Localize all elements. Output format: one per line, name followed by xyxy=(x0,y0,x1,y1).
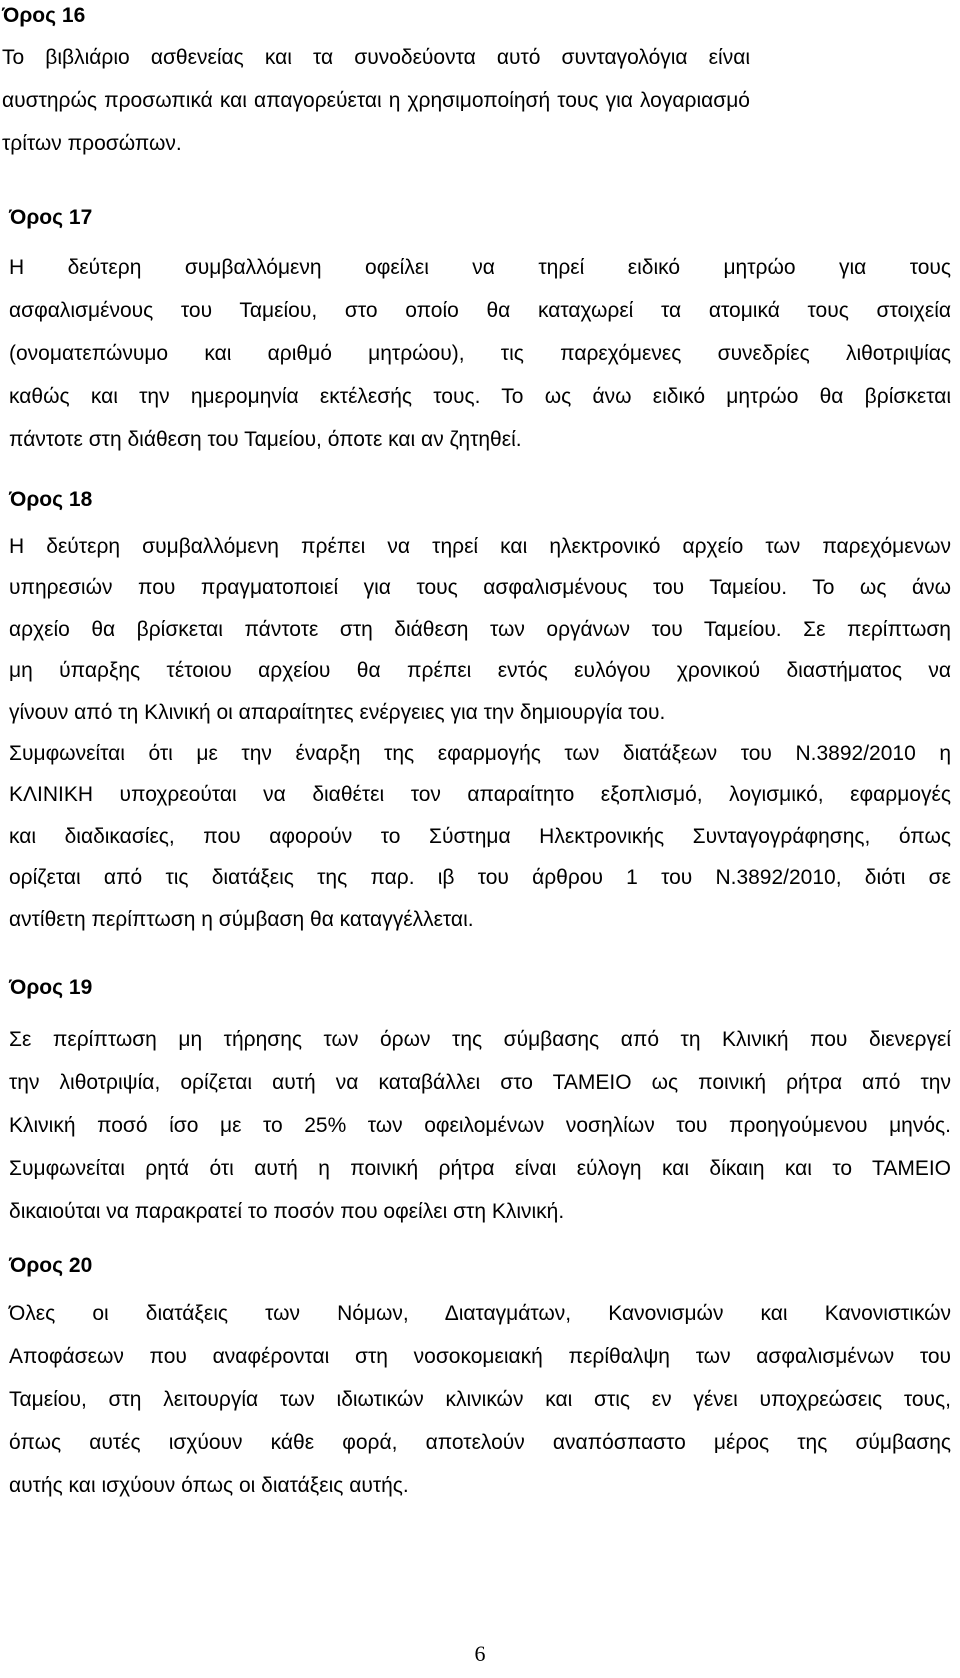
term-20-line-4: όπως αυτές ισχύουν κάθε φορά, αποτελούν αναπόσπαστο μέρος της σύμβασης xyxy=(9,1431,951,1454)
term-19-line-3: Κλινική ποσό ίσο με το 25% των οφειλομένων νοσηλίων του προηγούμενου μηνός. xyxy=(9,1114,951,1137)
term-18-line-6: Συμφωνείται ότι με την έναρξη της εφαρμογής των διατάξεων του Ν.3892/2010 η xyxy=(9,742,951,766)
term-18-heading: Όρος 18 xyxy=(9,488,93,511)
term-19-line-1: Σε περίπτωση μη τήρησης των όρων της σύμβασης από τη Κλινική που διενεργεί xyxy=(9,1028,951,1051)
term-17-section xyxy=(9,204,951,461)
term-19-heading: Όρος 19 xyxy=(9,976,93,999)
term-19-line-2: την λιθοτριψία, ορίζεται αυτή να καταβάλλει στο ΤΑΜΕΙΟ ως ποινική ρήτρα από την xyxy=(9,1071,951,1094)
term-17-line-1: Η δεύτερη συμβαλλόμενη οφείλει να τηρεί ειδικό μητρώο για τους xyxy=(9,256,951,279)
term-18-line-2: υπηρεσιών που πραγματοποιεί για τους ασφαλισμένους του Ταμείου. Το ως άνω xyxy=(9,576,951,600)
term-18-paragraph xyxy=(9,526,951,940)
term-17-line-4: καθώς και την ημερομηνία εκτέλεσής τους. Το ως άνω ειδικό μητρώο θα βρίσκεται xyxy=(9,385,951,408)
term-16-line-3: τρίτων προσώπων. xyxy=(2,132,182,155)
term-18-line-7: ΚΛΙΝΙΚΗ υποχρεούται να διαθέτει τον απαραίτητο εξοπλισμό, λογισμικό, εφαρμογές xyxy=(9,783,951,807)
term-19-section xyxy=(9,974,951,1233)
page-number: 6 xyxy=(474,1641,486,1666)
term-20-section xyxy=(9,1252,951,1507)
term-20-line-3: Ταμείου, στη λειτουργία των ιδιωτικών κλινικών και στις εν γένει υποχρεώσεις τους, xyxy=(9,1388,951,1411)
term-18-line-4: μη ύπαρξης τέτοιου αρχείου θα πρέπει εντός ευλόγου χρονικού διαστήματος να xyxy=(9,659,951,683)
term-16-line-1: Το βιβλιάριο ασθενείας και τα συνοδεύοντα αυτό συνταγολόγια είναι xyxy=(2,46,750,69)
term-17-heading: Όρος 17 xyxy=(9,206,93,229)
term-20-heading: Όρος 20 xyxy=(9,1254,93,1277)
term-18-line-10: αντίθετη περίπτωση η σύμβαση θα καταγγέλλεται. xyxy=(9,907,474,931)
term-20-line-5: αυτής και ισχύουν όπως οι διατάξεις αυτής. xyxy=(9,1474,409,1497)
term-18-line-1: Η δεύτερη συμβαλλόμενη πρέπει να τηρεί και ηλεκτρονικό αρχείο των παρεχόμενων xyxy=(9,535,951,558)
term-16-section xyxy=(2,2,750,165)
term-17-paragraph xyxy=(9,246,951,461)
term-19-line-4: Συμφωνείται ρητά ότι αυτή η ποινική ρήτρα είναι εύλογη και δίκαιη και το ΤΑΜΕΙΟ xyxy=(9,1157,951,1180)
term-18-line-5: γίνουν από τη Κλινική οι απαραίτητες ενέργειες για την δημιουργία του. xyxy=(9,700,666,724)
term-20-paragraph xyxy=(9,1292,951,1507)
term-16-line-2: αυστηρώς προσωπικά και απαγορεύεται η χρησιμοποίησή τους για λογαριασμό xyxy=(2,89,750,112)
term-19-line-5: δικαιούται να παρακρατεί το ποσόν που οφείλει στη Κλινική. xyxy=(9,1200,565,1223)
term-19-paragraph xyxy=(9,1018,951,1233)
term-16-heading: Όρος 16 xyxy=(2,4,86,27)
term-20-line-1: Όλες οι διατάξεις των Νόμων, Διαταγμάτων, Κανονισμών και Κανονιστικών xyxy=(9,1302,951,1325)
term-20-line-2: Αποφάσεων που αναφέρονται στη νοσοκομειακή περίθαλψη των ασφαλισμένων του xyxy=(9,1345,951,1368)
term-18-section xyxy=(9,486,951,940)
term-16-paragraph xyxy=(2,36,750,165)
term-17-line-3: (ονοματεπώνυμο και αριθμό μητρώου), τις παρεχόμενες συνεδρίες λιθοτριψίας xyxy=(9,342,951,365)
term-18-line-8: και διαδικασίες, που αφορούν το Σύστημα Ηλεκτρονικής Συνταγογράφησης, όπως xyxy=(9,824,951,848)
term-18-line-3: αρχείο θα βρίσκεται πάντοτε στη διάθεση των οργάνων του Ταμείου. Σε περίπτωση xyxy=(9,617,951,641)
term-17-line-2: ασφαλισμένους του Ταμείου, στο οποίο θα καταχωρεί τα ατομικά τους στοιχεία xyxy=(9,299,951,322)
term-17-line-5: πάντοτε στη διάθεση του Ταμείου, όποτε και αν ζητηθεί. xyxy=(9,428,522,451)
term-18-line-9: ορίζεται από τις διατάξεις της παρ. ιβ του άρθρου 1 του Ν.3892/2010, διότι σε xyxy=(9,866,951,890)
